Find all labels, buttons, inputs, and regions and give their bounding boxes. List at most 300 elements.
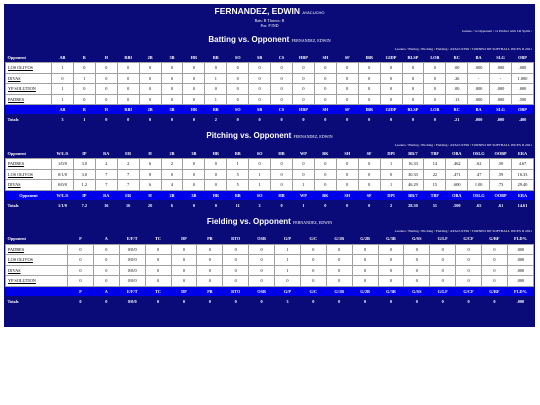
opponent-link[interactable]: PADRES <box>6 244 68 255</box>
column-header[interactable]: P <box>68 286 94 296</box>
column-header[interactable]: TBF <box>424 148 446 159</box>
stat-cell: 46.29 <box>402 180 424 191</box>
stat-cell: 22 <box>424 169 446 180</box>
column-header[interactable]: SB <box>249 52 271 63</box>
column-header[interactable]: HB <box>271 190 293 200</box>
stat-cell: 0 <box>139 63 161 74</box>
stat-cell: 0 <box>95 94 117 105</box>
stat-cell: 0 <box>292 63 314 74</box>
column-header[interactable]: FLD% <box>507 286 533 296</box>
column-header[interactable]: RBI <box>117 52 139 63</box>
stats-page <box>4 4 535 327</box>
column-header[interactable]: SB <box>249 105 271 115</box>
column-header[interactable]: R <box>73 105 95 115</box>
column-header[interactable]: SF <box>358 148 380 159</box>
stat-cell: 0 <box>223 276 249 287</box>
stat-cell: 0 <box>300 265 326 276</box>
stat-cell: 0 <box>145 276 171 287</box>
stat-cell: 0 <box>482 276 508 287</box>
column-header[interactable]: BB <box>205 52 227 63</box>
stat-cell: 0 <box>227 114 249 125</box>
stat-cell: .500 <box>446 200 468 211</box>
stat-cell: 1 <box>227 159 249 170</box>
stat-cell: .50 <box>490 159 512 170</box>
column-header[interactable]: G/C <box>300 234 326 245</box>
column-header[interactable]: DPI <box>380 148 402 159</box>
stat-cell: .000 <box>468 94 490 105</box>
opponent-link[interactable]: LOS OLIVOS <box>6 255 68 266</box>
stat-cell: 0 <box>93 244 119 255</box>
stat-cell: 1 <box>73 114 95 125</box>
column-header[interactable]: IBB <box>358 52 380 63</box>
column-header[interactable]: OSB <box>249 286 275 296</box>
stat-cell: 7 <box>95 180 117 191</box>
stat-cell: 0 <box>249 94 271 105</box>
column-header[interactable]: 3B <box>183 148 205 159</box>
column-header[interactable]: BR/7 <box>402 190 424 200</box>
column-header[interactable]: AB <box>52 52 74 63</box>
column-header[interactable]: RBI <box>117 105 139 115</box>
column-header[interactable]: TBF <box>424 190 446 200</box>
column-header[interactable]: OOBP <box>490 148 512 159</box>
column-header[interactable]: RTO <box>223 286 249 296</box>
column-header[interactable]: OSLG <box>468 190 490 200</box>
stat-cell: 0 <box>430 296 456 307</box>
opponent-link[interactable]: LOS OLIVOS <box>6 169 52 180</box>
stat-cell: 0 <box>300 244 326 255</box>
stat-cell: 0 <box>430 265 456 276</box>
opponent-link[interactable]: PADRES <box>6 159 52 170</box>
stat-cell: 2 <box>161 159 183 170</box>
stat-cell: 0 <box>183 84 205 95</box>
stat-cell: Totals <box>6 200 52 211</box>
stat-cell: 1 <box>380 159 402 170</box>
stat-cell: 11 <box>227 200 249 211</box>
stat-cell: 0 <box>456 255 482 266</box>
stat-cell: 0 <box>73 63 95 74</box>
stat-cell: 4.67 <box>512 159 534 170</box>
player-team: AYACUCHO <box>302 10 325 15</box>
fielding-title <box>4 216 535 228</box>
batting-totals-row <box>6 114 534 125</box>
table-row <box>6 255 534 266</box>
stat-cell: 0 <box>161 114 183 125</box>
stat-cell: 0 <box>68 255 94 266</box>
stat-cell: 0 <box>292 84 314 95</box>
stat-cell: 0 <box>352 255 378 266</box>
column-header[interactable]: IBB <box>358 105 380 115</box>
stat-cell: .000 <box>490 84 512 95</box>
stat-cell: .000 <box>490 63 512 74</box>
stat-cell: 2 <box>95 159 117 170</box>
stat-cell: 0 <box>430 255 456 266</box>
column-header[interactable]: 3B <box>161 52 183 63</box>
stat-cell: 1 <box>205 73 227 84</box>
stat-cell: 0 <box>95 84 117 95</box>
column-header[interactable]: SF <box>336 52 358 63</box>
pitching-table <box>5 148 534 211</box>
column-header[interactable]: RC <box>446 105 468 115</box>
column-header[interactable]: 2B <box>161 148 183 159</box>
column-header[interactable]: RLSP <box>402 105 424 115</box>
column-header[interactable]: 3B <box>161 105 183 115</box>
stat-cell: 0 <box>223 255 249 266</box>
split-nav-links[interactable]: Games / vs Opponent / vs Pitcher with LR Splits / <box>462 29 532 33</box>
column-header[interactable]: Opponent <box>6 234 68 245</box>
stat-cell: 0 <box>183 159 205 170</box>
fielding-header-row <box>6 234 534 245</box>
pitching-title-text: Pitching vs. Opponent <box>206 131 292 140</box>
stat-cell: 14 <box>424 159 446 170</box>
column-header[interactable]: E/F/T <box>119 286 145 296</box>
stat-cell: 0 <box>95 73 117 84</box>
column-header[interactable]: H <box>139 190 161 200</box>
fielding-links[interactable]: Leaders / Batting / Pitching / Fielding : AYACUCHO / TORNEO DE SOFTBALL INCES II 2021 <box>394 228 532 233</box>
stat-cell: 0 <box>271 94 293 105</box>
column-header[interactable]: G/SS <box>404 234 430 245</box>
stat-cell: 0 <box>93 296 119 307</box>
stat-cell: 0 <box>183 114 205 125</box>
column-header[interactable]: G/LF <box>430 286 456 296</box>
column-header[interactable]: A <box>93 234 119 245</box>
column-header[interactable]: G/3B <box>378 234 404 245</box>
column-header[interactable]: OBP <box>512 52 534 63</box>
stat-cell: 0 <box>249 159 271 170</box>
stat-cell: 0 <box>171 276 197 287</box>
column-header[interactable]: ERA <box>512 190 534 200</box>
table-row <box>6 94 534 105</box>
column-header[interactable]: TC <box>145 286 171 296</box>
column-header[interactable]: DP <box>171 286 197 296</box>
column-header[interactable] <box>6 105 52 115</box>
column-header[interactable]: G/1B <box>326 234 352 245</box>
column-header[interactable]: Opponent <box>6 52 52 63</box>
stat-cell: 1/0/0 <box>52 159 74 170</box>
column-header[interactable]: TC <box>145 234 171 245</box>
stat-cell: .21 <box>446 114 468 125</box>
stat-cell: 0 <box>352 265 378 276</box>
column-header[interactable]: AB <box>52 105 74 115</box>
stat-cell: 7 <box>117 180 139 191</box>
column-header[interactable]: FLD% <box>507 234 533 245</box>
column-header[interactable]: H <box>95 105 117 115</box>
column-header[interactable]: 2B <box>161 190 183 200</box>
stat-cell: 1 <box>380 180 402 191</box>
stat-cell: 3 <box>275 296 301 307</box>
stat-cell: .73 <box>490 180 512 191</box>
stat-cell: Totals <box>6 296 68 307</box>
stat-cell: 0 <box>145 244 171 255</box>
stat-cell: 0 <box>139 73 161 84</box>
column-header[interactable]: WP <box>292 190 314 200</box>
stat-cell: 0 <box>314 200 336 211</box>
stat-cell: 0 <box>139 94 161 105</box>
column-header[interactable]: PB <box>197 286 223 296</box>
stat-cell: 0 <box>336 159 358 170</box>
opponent-link[interactable]: LOS OLIVOS <box>6 63 52 74</box>
column-header[interactable]: W/L/S <box>52 190 74 200</box>
stat-cell: 0 <box>117 73 139 84</box>
column-header[interactable]: OBA <box>446 148 468 159</box>
stat-cell: 0 <box>358 94 380 105</box>
stat-cell: 0 <box>205 180 227 191</box>
stat-cell: 5 <box>227 180 249 191</box>
column-header[interactable]: ERA <box>512 148 534 159</box>
stat-cell: 0/0/0 <box>52 180 74 191</box>
stat-cell: 0 <box>227 84 249 95</box>
column-header[interactable]: HR <box>183 105 205 115</box>
stat-cell: 0 <box>430 276 456 287</box>
column-header[interactable]: OBA <box>446 190 468 200</box>
stat-cell: 0 <box>161 84 183 95</box>
stat-cell: 0 <box>314 84 336 95</box>
stat-cell: 0 <box>93 255 119 266</box>
column-header[interactable]: RLSP <box>402 52 424 63</box>
column-header[interactable]: G/SS <box>404 286 430 296</box>
stat-cell: 0 <box>271 200 293 211</box>
column-header[interactable]: HB <box>271 148 293 159</box>
opponent-link[interactable]: YP SOLUTION <box>6 276 68 287</box>
column-header[interactable]: OBP <box>512 105 534 115</box>
stat-cell: 0 <box>249 114 271 125</box>
column-header[interactable]: SO <box>249 190 271 200</box>
stat-cell: 1.2 <box>73 180 95 191</box>
column-header[interactable]: RA <box>95 148 117 159</box>
stat-cell: 1.00 <box>468 180 490 191</box>
stat-cell: .000 <box>490 114 512 125</box>
column-header[interactable]: BR/7 <box>402 148 424 159</box>
opponent-link[interactable]: DIVAS <box>6 73 52 84</box>
pitching-title-player: FERNANDEZ, EDWIN <box>293 134 333 139</box>
column-header[interactable]: SH <box>314 105 336 115</box>
column-header[interactable]: SO <box>249 148 271 159</box>
column-header[interactable]: G/C <box>300 286 326 296</box>
column-header[interactable]: SH <box>336 190 358 200</box>
table-row <box>6 84 534 95</box>
column-header[interactable]: GIDP <box>380 105 402 115</box>
column-header[interactable]: SF <box>358 190 380 200</box>
stat-cell: 3 <box>52 114 74 125</box>
column-header[interactable]: 2B <box>139 105 161 115</box>
column-header[interactable]: RTO <box>223 234 249 245</box>
stat-cell: 0 <box>292 73 314 84</box>
column-header[interactable]: HBP <box>292 52 314 63</box>
stat-cell: 0 <box>378 255 404 266</box>
column-header[interactable]: DP <box>171 234 197 245</box>
column-header[interactable]: PB <box>197 234 223 245</box>
column-header[interactable]: ER <box>117 190 139 200</box>
stat-cell: 0 <box>404 296 430 307</box>
column-header[interactable]: SLG <box>490 105 512 115</box>
column-header[interactable]: A <box>93 286 119 296</box>
column-header[interactable]: CS <box>271 52 293 63</box>
column-header[interactable]: SO <box>227 105 249 115</box>
column-header[interactable]: 3B <box>183 190 205 200</box>
stat-cell: 0 <box>161 63 183 74</box>
column-header[interactable]: OOBP <box>490 190 512 200</box>
column-header[interactable]: G/2B <box>352 234 378 245</box>
table-row <box>6 265 534 276</box>
stat-cell: 15 <box>424 180 446 191</box>
column-header[interactable]: E/F/T <box>119 234 145 245</box>
column-header[interactable]: G/CF <box>456 234 482 245</box>
stat-cell: 0 <box>183 94 205 105</box>
stat-cell: 0 <box>402 114 424 125</box>
column-header[interactable]: H <box>139 148 161 159</box>
pitching-links[interactable]: Leaders / Batting / Pitching / Fielding : AYACUCHO / TORNEO DE SOFTBALL INCES II 2021 <box>394 143 532 147</box>
column-header[interactable]: BB <box>227 190 249 200</box>
stat-cell: 7.2 <box>73 200 95 211</box>
column-header[interactable]: BA <box>468 105 490 115</box>
column-header[interactable]: IP <box>73 148 95 159</box>
column-header[interactable]: G/P <box>275 234 301 245</box>
column-header[interactable]: R <box>73 52 95 63</box>
stat-cell: 28.30 <box>402 200 424 211</box>
stat-cell: .26 <box>446 73 468 84</box>
table-row <box>6 63 534 74</box>
stat-cell: 0 <box>68 276 94 287</box>
column-header[interactable]: P <box>68 234 94 245</box>
column-header[interactable]: GIDP <box>380 52 402 63</box>
stat-cell: 16 <box>117 200 139 211</box>
stat-cell: 0 <box>205 159 227 170</box>
column-header[interactable]: SLG <box>490 52 512 63</box>
stat-cell: .65 <box>468 200 490 211</box>
column-header[interactable]: HR <box>205 148 227 159</box>
column-header[interactable]: G/3B <box>378 286 404 296</box>
column-header[interactable]: G/CF <box>456 286 482 296</box>
column-header[interactable] <box>6 286 68 296</box>
stat-cell: 0 <box>430 244 456 255</box>
stat-cell: 0 <box>336 200 358 211</box>
column-header[interactable]: LOB <box>424 52 446 63</box>
column-header[interactable]: W/L/S <box>52 148 74 159</box>
stat-cell: 0 <box>456 296 482 307</box>
stat-cell: 0 <box>271 114 293 125</box>
column-header[interactable]: HBP <box>292 105 314 115</box>
stat-cell: 1 <box>52 84 74 95</box>
stat-cell: 0 <box>171 265 197 276</box>
stat-cell: 0 <box>223 296 249 307</box>
stat-cell: 0 <box>183 180 205 191</box>
batting-title <box>4 34 535 46</box>
column-header[interactable]: DPI <box>380 190 402 200</box>
fielding-title-text: Fielding vs. Opponent <box>206 216 291 226</box>
column-header[interactable]: H <box>95 52 117 63</box>
table-row <box>6 159 534 170</box>
opponent-link[interactable]: DIVAS <box>6 180 52 191</box>
stat-cell: .000 <box>512 63 534 74</box>
stat-cell: 0 <box>68 265 94 276</box>
stat-cell: 0/0/0 <box>119 265 145 276</box>
column-header[interactable]: CS <box>271 105 293 115</box>
column-header[interactable]: G/LF <box>430 234 456 245</box>
opponent-link[interactable]: PADRES <box>6 94 52 105</box>
column-header[interactable]: SH <box>336 148 358 159</box>
column-header[interactable]: IP <box>73 190 95 200</box>
column-header[interactable]: RC <box>446 52 468 63</box>
stat-cell: 2 <box>380 200 402 211</box>
column-header[interactable]: BA <box>468 52 490 63</box>
stat-cell: 1 <box>52 63 74 74</box>
stat-cell: 0 <box>402 73 424 84</box>
batting-links[interactable]: Leaders / Batting / Pitching / Fielding : AYACUCHO / TORNEO DE SOFTBALL INCES II 2021 <box>394 47 532 51</box>
stat-cell: 0 <box>404 276 430 287</box>
column-header[interactable]: Opponent <box>6 190 52 200</box>
column-header[interactable]: SO <box>227 52 249 63</box>
stat-cell: 0 <box>161 169 183 180</box>
column-header[interactable]: LOB <box>424 105 446 115</box>
stat-cell: 0 <box>223 265 249 276</box>
column-header[interactable]: HR <box>183 52 205 63</box>
column-header[interactable]: OSLG <box>468 148 490 159</box>
column-header[interactable]: WP <box>292 148 314 159</box>
column-header[interactable]: 2B <box>139 52 161 63</box>
stat-cell: 6 <box>139 180 161 191</box>
stat-cell: 0 <box>197 276 223 287</box>
column-header[interactable]: BK <box>314 190 336 200</box>
column-header[interactable]: HR <box>205 190 227 200</box>
stat-cell: 3.0 <box>73 159 95 170</box>
stat-cell: .47 <box>468 169 490 180</box>
stat-cell: 0 <box>205 169 227 180</box>
column-header[interactable]: BB <box>205 105 227 115</box>
stat-cell: 0 <box>68 244 94 255</box>
stat-cell: .00 <box>446 84 468 95</box>
column-header[interactable]: ER <box>117 148 139 159</box>
stat-cell: 0 <box>227 63 249 74</box>
stat-cell: 0 <box>378 276 404 287</box>
stat-cell: 0 <box>326 265 352 276</box>
stat-cell: 0 <box>358 159 380 170</box>
stat-cell: 0 <box>456 244 482 255</box>
stat-cell: 0 <box>326 296 352 307</box>
stat-cell: 0 <box>358 180 380 191</box>
stat-cell: 0 <box>227 94 249 105</box>
column-header[interactable]: G/2B <box>352 286 378 296</box>
opponent-link[interactable]: YP SOLUTION <box>6 84 52 95</box>
stat-cell: 0 <box>183 73 205 84</box>
column-header[interactable]: G/P <box>275 286 301 296</box>
column-header[interactable]: G/RF <box>482 234 508 245</box>
column-header[interactable]: RA <box>95 190 117 200</box>
stat-cell: .400 <box>512 114 534 125</box>
stat-cell: 1 <box>249 169 271 180</box>
column-header[interactable]: G/RF <box>482 286 508 296</box>
player-position: Pos: P IND <box>260 23 279 28</box>
column-header[interactable]: G/1B <box>326 286 352 296</box>
stat-cell: 0 <box>404 255 430 266</box>
stat-cell: 1/1/0 <box>52 200 74 211</box>
stat-cell: 0 <box>380 169 402 180</box>
batting-table <box>5 52 534 125</box>
stat-cell: 0 <box>205 200 227 211</box>
column-header[interactable]: BB <box>227 148 249 159</box>
column-header[interactable]: OSB <box>249 234 275 245</box>
column-header[interactable]: Opponent <box>6 148 52 159</box>
stat-cell: 0 <box>249 255 275 266</box>
column-header[interactable]: BK <box>314 148 336 159</box>
stat-cell: 1 <box>275 255 301 266</box>
stat-cell: .000 <box>512 84 534 95</box>
column-header[interactable]: SH <box>314 52 336 63</box>
stat-cell: 0/0/0 <box>119 296 145 307</box>
column-header[interactable]: SF <box>336 105 358 115</box>
stat-cell: 0 <box>139 84 161 95</box>
stat-cell: 0 <box>145 265 171 276</box>
stat-cell: 0 <box>380 114 402 125</box>
opponent-link[interactable]: DIVAS <box>6 265 68 276</box>
